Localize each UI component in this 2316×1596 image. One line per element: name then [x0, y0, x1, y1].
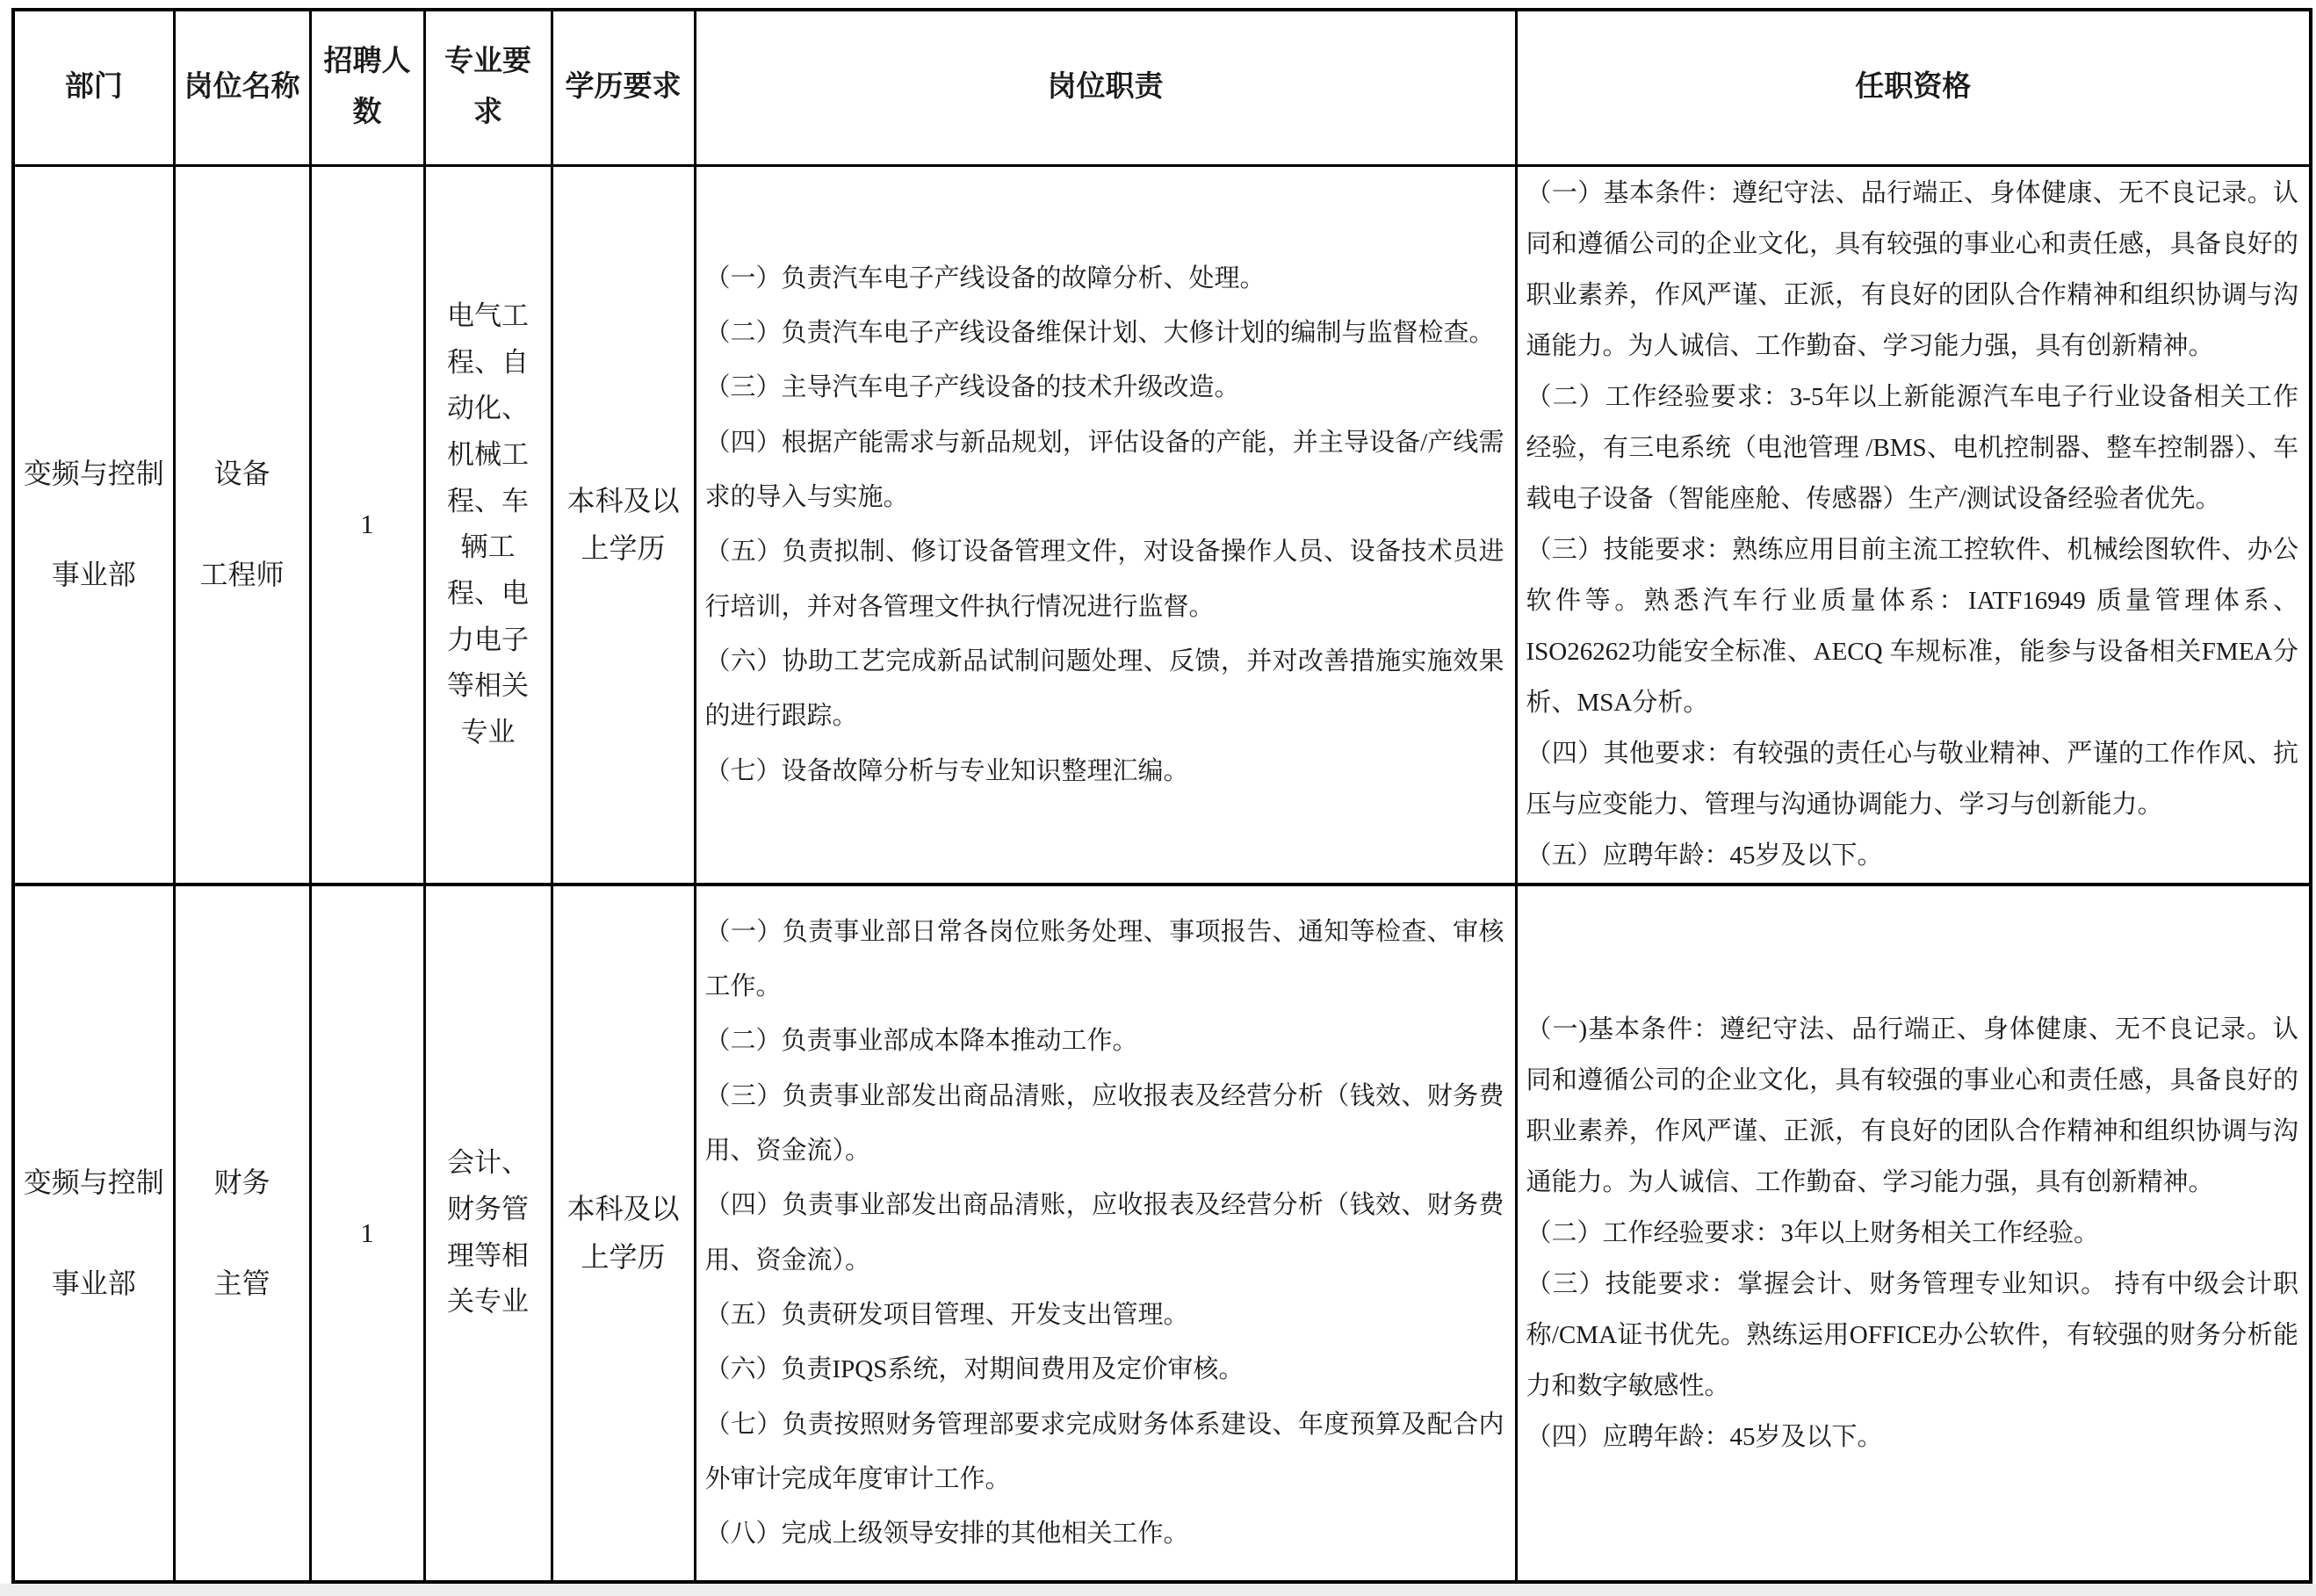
text-line: （七）负责按照财务管理部要求完成财务体系建设、年度预算及配合内外审计完成年度审计工作。 [704, 1410, 1504, 1494]
text-line: 事业部 [51, 1267, 136, 1299]
text-line: （一）负责汽车电子产线设备的故障分析、处理。 [704, 264, 1266, 292]
text-line: （一）负责事业部日常各岗位账务处理、事项报告、通知等检查、审核工作。 [704, 917, 1504, 1001]
text-line: （五）负责拟制、修订设备管理文件，对设备操作人员、设备技术员进行培训，并对各管理文件执行情况进行监督。 [704, 538, 1504, 621]
table-row-finance-supervisor [13, 885, 2311, 1583]
text-line: （三）技能要求：熟练应用目前主流工控软件、机械绘图软件、办公软件等。熟悉汽车行业质量体系：IATF16949 质量管理体系、ISO26262功能安全标准、AECQ 车规标准，能参与设备相关FMEA分析、MSA分析。 [1526, 536, 2298, 718]
text-line: （七）设备故障分析与专业知识整理汇编。 [704, 756, 1189, 785]
text-line: 变频与控制 [23, 458, 164, 490]
text-line: 主管 [213, 1267, 271, 1299]
text-line: （一)基本条件：遵纪守法、品行端正、身体健康、无不良记录。认同和遵循公司的企业文化，具有较强的事业心和责任感，具备良好的职业素养，作风严谨、正派，有良好的团队合作精神和组织协调与沟通能力。为人诚信、工作勤奋、学习能力强，具有创新精神。 [1526, 1015, 2298, 1196]
col-header-position: 岗位名称 [174, 10, 310, 165]
text-line: （三）负责事业部发出商品清账，应收报表及经营分析（钱效、财务费用、资金流）。 [704, 1081, 1504, 1166]
text-line: （二）工作经验要求：3年以上财务相关工作经验。 [1526, 1218, 2100, 1247]
text-line: （二）负责事业部成本降本推动工作。 [704, 1027, 1138, 1056]
text-line: （三）技能要求：掌握会计、财务管理专业知识。 持有中级会计职称/CMA证书优先。熟练运用OFFICE办公软件，有较强的财务分析能力和数字敏感性。 [1526, 1269, 2298, 1400]
col-header-headcount: 招聘人数 [310, 10, 424, 165]
cell-qualifications [1516, 885, 2311, 1583]
col-header-education: 学历要求 [552, 10, 695, 165]
col-header-duties: 岗位职责 [695, 10, 1516, 165]
text-line: 工程师 [199, 559, 285, 591]
qualifications-paragraphs [1526, 168, 2299, 881]
position-text [181, 1132, 304, 1334]
cell-qualifications [1516, 165, 2311, 885]
text-line: 变频与控制 [23, 1166, 164, 1198]
cell-headcount: 1 [310, 165, 424, 885]
cell-department [13, 885, 174, 1583]
text-line: （六）协助工艺完成新品试制问题处理、反馈，并对改善措施实施效果的进行跟踪。 [704, 646, 1504, 731]
recruitment-table [11, 8, 2312, 1586]
text-line: （三）主导汽车电子产线设备的技术升级改造。 [704, 373, 1240, 402]
text-line: 设备 [213, 458, 271, 490]
text-line: （六）负责IPQS系统，对期间费用及定价审核。 [704, 1355, 1245, 1384]
col-header-department: 部门 [13, 10, 174, 165]
cell-education: 本科及以上学历 [552, 885, 695, 1583]
table-row-equipment-engineer [13, 165, 2311, 885]
cell-position [174, 165, 310, 885]
department-text [20, 423, 168, 625]
qualifications-paragraphs [1526, 1004, 2299, 1462]
text-line: （五）应聘年龄：45岁及以下。 [1526, 841, 1883, 870]
department-text [20, 1132, 168, 1334]
position-text [181, 423, 304, 625]
text-line: （八）完成上级领导安排的其他相关工作。 [704, 1520, 1189, 1549]
header-row [13, 10, 2311, 165]
page-bottom-strip [0, 1584, 2316, 1596]
col-header-major: 专业要求 [424, 10, 552, 165]
cell-headcount: 1 [310, 885, 424, 1583]
col-header-qualifications: 任职资格 [1516, 10, 2311, 165]
duties-paragraphs [705, 251, 1504, 798]
text-line: 财务 [213, 1166, 271, 1198]
text-line: （四）其他要求：有较强的责任心与敬业精神、严谨的工作作风、抗压与应变能力、管理与沟通协调能力、学习与创新能力。 [1526, 740, 2298, 820]
text-line: （一）基本条件：遵纪守法、品行端正、身体健康、无不良记录。认同和遵循公司的企业文化，具有较强的事业心和责任感，具备良好的职业素养，作风严谨、正派，有良好的团队合作精神和组织协调与沟通能力。为人诚信、工作勤奋、学习能力强，具有创新精神。 [1526, 179, 2298, 361]
text-line: （五）负责研发项目管理、开发支出管理。 [704, 1301, 1189, 1330]
cell-major: 会计、财务管理等相关专业 [424, 885, 552, 1583]
cell-education: 本科及以上学历 [552, 165, 695, 885]
text-line: （四）应聘年龄：45岁及以下。 [1526, 1422, 1883, 1451]
text-line: （二）负责汽车电子产线设备维保计划、大修计划的编制与监督检查。 [704, 318, 1495, 347]
text-line: （二）工作经验要求：3-5年以上新能源汽车电子行业设备相关工作经验，有三电系统（电池管理 /BMS、电机控制器、整车控制器）、车载电子设备（智能座舱、传感器）生产/测试设备经验者优先。 [1526, 383, 2298, 514]
cell-department [13, 165, 174, 885]
text-line: （四）负责事业部发出商品清账，应收报表及经营分析（钱效、财务费用、资金流）。 [704, 1191, 1504, 1275]
cell-duties [695, 885, 1516, 1583]
text-line: （四）根据产能需求与新品规划，评估设备的产能，并主导设备/产线需求的导入与实施。 [704, 428, 1504, 511]
cell-duties [695, 165, 1516, 885]
text-line: 事业部 [51, 559, 136, 591]
cell-major: 电气工程、自动化、机械工程、车辆工程、电力电子等相关专业 [424, 165, 552, 885]
duties-paragraphs [705, 905, 1504, 1562]
cell-position [174, 885, 310, 1583]
